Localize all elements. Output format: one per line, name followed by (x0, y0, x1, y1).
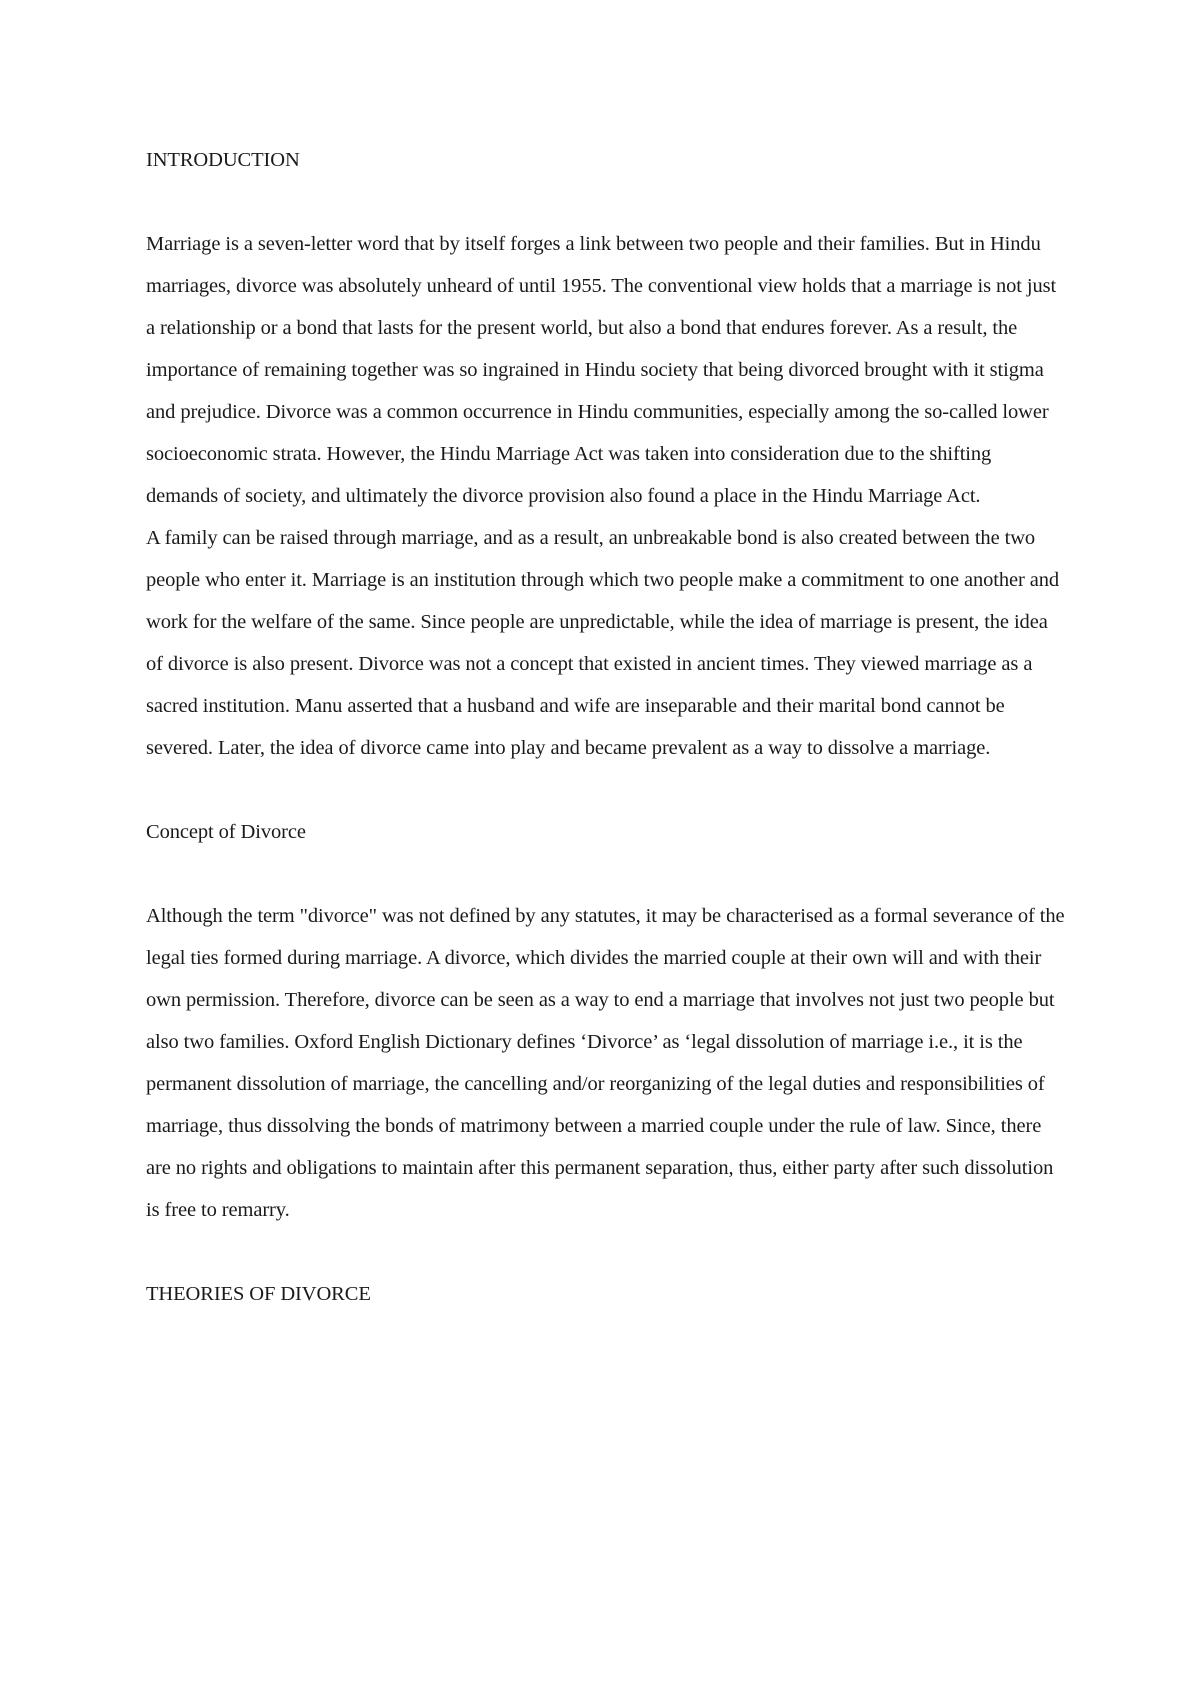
document-body (146, 139, 1066, 1315)
paragraph-intro-1: Marriage is a seven-letter word that by itself forges a link between two people and their families. But in Hindu marriages, divorce was absolutely unheard of until 1955. The conventional view holds that a marriage is not just a relationship or a bond that lasts for the present world, but also a bond that endures forever. As a result, the importance of remaining together was so ingrained in Hindu society that being divorced brought with it stigma and prejudice. Divorce was a common occurrence in Hindu communities, especially among the so-called lower socioeconomic strata. However, the Hindu Marriage Act was taken into consideration due to the shifting demands of society, and ultimately the divorce provision also found a place in the Hindu Marriage Act. (146, 233, 1057, 507)
spacer (146, 181, 1066, 223)
spacer (146, 769, 1066, 811)
paragraph-intro-2: A family can be raised through marriage, and as a result, an unbreakable bond is also created between the two people who enter it. Marriage is an institution through which two people make a commitment to one another and work for the welfare of the same. Since people are unpredictable, while the idea of marriage is present, the idea of divorce is also present. Divorce was not a concept that existed in ancient times. They viewed marriage as a sacred institution. Manu asserted that a husband and wife are inseparable and their marital bond cannot be severed. Later, the idea of divorce came into play and became prevalent as a way to dissolve a marriage. (146, 527, 1060, 759)
heading-introduction: INTRODUCTION (146, 149, 300, 171)
paragraph-concept: Although the term "divorce" was not defined by any statutes, it may be characterised as a formal severance of the legal ties formed during marriage. A divorce, which divides the married couple at their own will and with their own permission. Therefore, divorce can be seen as a way to end a marriage that involves not just two people but also two families. Oxford English Dictionary defines ‘Divorce’ as ‘legal dissolution of marriage i.e., it is the permanent dissolution of marriage, the cancelling and/or reorganizing of the legal duties and responsibilities of marriage, thus dissolving the bonds of matrimony between a married couple under the rule of law. Since, there are no rights and obligations to maintain after this permanent separation, thus, either party after such dissolution is free to remarry. (146, 905, 1065, 1221)
spacer (146, 853, 1066, 895)
heading-concept-of-divorce: Concept of Divorce (146, 821, 306, 843)
heading-theories-of-divorce: THEORIES OF DIVORCE (146, 1283, 371, 1305)
spacer (146, 1231, 1066, 1273)
